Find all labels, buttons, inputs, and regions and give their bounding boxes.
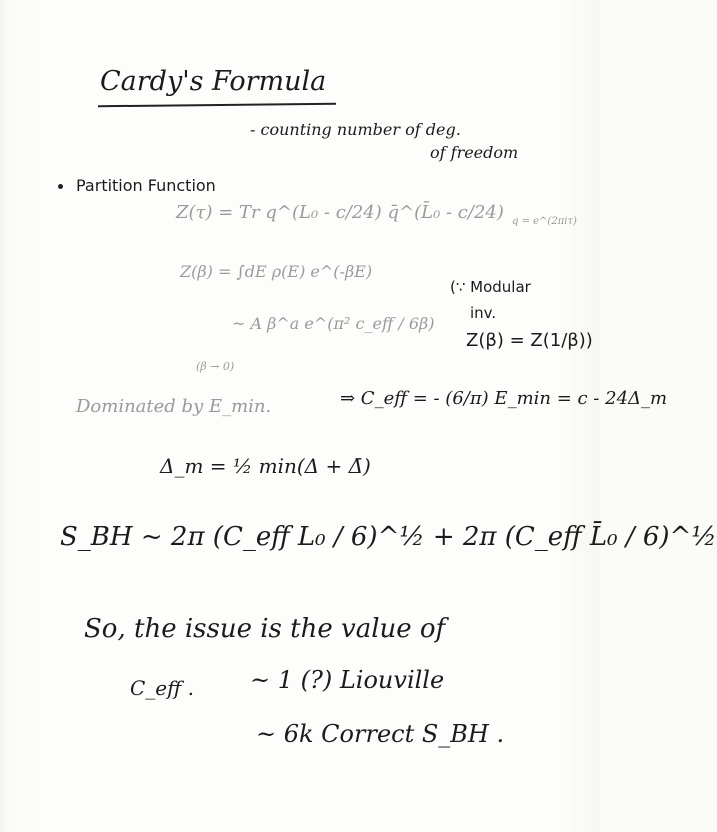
bullet-icon [58,184,63,189]
modular-note-line-1: (∵ Modular [450,278,531,296]
partition-equation: Z(τ) = Tr q^(L₀ - c/24) q̄^(L̄₀ - c/24) [176,202,504,223]
subtitle-line-1: - counting number of deg. [250,120,461,139]
q-definition: q = e^(2πiτ) [512,216,577,227]
title-underline [98,103,336,107]
delta-equation: Δ_m = ½ min(Δ + Δ̄) [160,454,371,478]
dominated-text: Dominated by E_min. [76,396,272,417]
modular-note-line-2: inv. [470,304,497,322]
modular-equation: Z(β) = Z(1/β)) [466,330,593,351]
page-title: Cardy's Formula [100,66,327,97]
ceff-equation: ⇒ C_eff = - (6/π) E_min = c - 24Δ_m [340,388,668,409]
limit-condition: (β → 0) [196,360,235,373]
subtitle-line-2: of freedom [430,143,519,162]
liouville-line: ~ 1 (?) Liouville [250,666,445,694]
correct-entropy-line: ~ 6k Correct S_BH . [256,720,505,748]
density-equation: Z(β) = ∫dE ρ(E) e^(-βE) [180,262,373,281]
approx-equation: ~ A β^a e^(π² c_eff / 6β) [232,314,435,333]
issue-line: So, the issue is the value of [84,614,446,644]
entropy-equation: S_BH ~ 2π (C_eff L₀ / 6)^½ + 2π (C_eff L̄₀ / 6)^½ [60,522,717,552]
ceff-line: C_eff . [130,676,195,700]
section-heading: Partition Function [76,176,216,195]
